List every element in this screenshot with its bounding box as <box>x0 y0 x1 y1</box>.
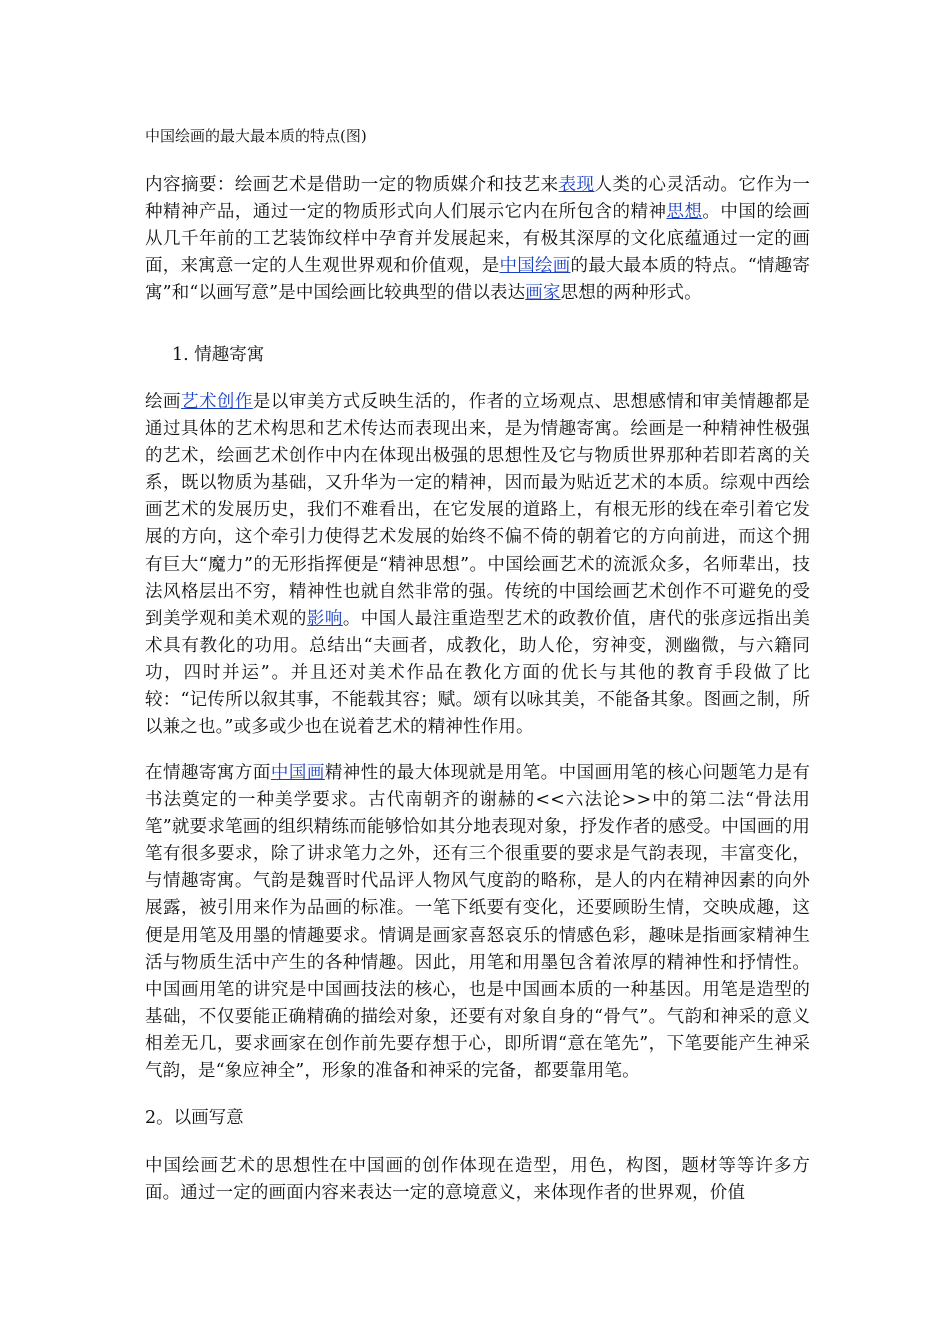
link-yishu-chuangzuo[interactable]: 艺术创作 <box>180 392 253 412</box>
p2-text-2: 精神性的最大体现就是用笔。中国画用笔的核心问题笔力是有书法奠定的一种美学要求。古代南朝齐的谢赫的<<六法论>>中的第二法“骨法用笔”就要求笔画的组织精练而能够恰如其分地表现对象，抒发作者的感受。中国画的用笔有很多要求，除了讲求笔力之外，还有三个很重要的要求是气韵表现，丰富变化，与情趣寄寓。气韵是魏晋时代品评人物风气度韵的略称，是人的内在精神因素的向外展露，被引用来作为品画的标准。一笔下纸要有变化，还要顾盼生情，交映成趣，这便是用笔及用墨的情趣要求。情调是画家喜怒哀乐的情感色彩，趣味是指画家精神生活与物质生活中产生的各种情趣。因此，用笔和用墨包含着浓厚的精神性和抒情性。中国画用笔的讲究是中国画技法的核心，也是中国画本质的一种基因。用笔是造型的基础，不仅要能正确精确的描绘对象，还要有对象自身的“骨气”。气韵和神采的意义相差无几，要求画家在创作前先要存想于心，即所谓“意在笔先”，下笔要能产生神采气韵，是“象应神全”，形象的准备和神采的完备，都要靠用笔。 <box>145 763 810 1082</box>
paragraph-1 <box>145 389 810 741</box>
abstract-paragraph <box>145 172 810 307</box>
p2-text-1: 在情趣寄寓方面 <box>145 763 271 783</box>
article-title: 中国绘画的最大最本质的特点(图) <box>145 127 367 145</box>
p1-text-3: 。中国人最注重造型艺术的政教价值，唐代的张彦远指出美术具有教化的功用。总结出“夫画者，成教化，助人伦，穷神变，测幽微，与六籍同功，四时并运”。并且还对美术作品在教化方面的优长与其他的教育手段做了比较：“记传所以叙其事，不能载其容；赋。颂有以咏其美，不能备其象。图画之制，所以兼之也。”或多或少也在说着艺术的精神性作用。 <box>145 608 810 738</box>
link-huajia[interactable]: 画家 <box>525 283 561 304</box>
section-heading-1: 1. 情趣寄寓 <box>172 345 265 365</box>
link-yingxiang[interactable]: 影响 <box>306 608 343 629</box>
section-heading-2: 2。以画写意 <box>145 1108 244 1128</box>
link-biaoxian[interactable]: 表现 <box>558 175 595 195</box>
abstract-text-2: 人类的心灵活动。它作为一种精神产品，通过一定的物质形式向人们展示它内在所包含的精神 <box>145 175 810 223</box>
abstract-text-5: 思想的两种形式。 <box>560 283 702 304</box>
abstract-text-3: 。中国的绘画从几千年前的工艺装饰纹样中孕育并发展起来，有极其深厚的文化底蕴通过一定的画面，来寓意一定的人生观世界观和价值观，是 <box>145 202 810 277</box>
abstract-text-1: 内容摘要：绘画艺术是借助一定的物质媒介和技艺来 <box>145 175 559 195</box>
link-zhongguohua[interactable]: 中国画 <box>270 763 325 783</box>
paragraph-3: 中国绘画艺术的思想性在中国画的创作体现在造型，用色，构图，题材等等许多方面。通过一定的画面内容来表达一定的意境意义，来体现作者的世界观，价值 <box>145 1156 810 1204</box>
paragraph-2 <box>145 760 810 1085</box>
abstract-text-4: 的最大最本质的特点。“情趣寄寓”和“以画写意”是中国绘画比较典型的借以表达 <box>145 256 811 304</box>
p1-text-2: 是以审美方式反映生活的，作者的立场观点、思想感情和审美情趣都是通过具体的艺术构思和艺术传达而表现出来，是为情趣寄寓。绘画是一种精神性极强的艺术，绘画艺术创作中内在体现出极强的思想性及它与物质世界那种若即若离的关系，既以物质为基础，又升华为一定的精神，因而最为贴近艺术的本质。综观中西绘画艺术的发展历史，我们不难看出，在它发展的道路上，有根无形的线在牵引着它发展的方向，这个牵引力使得艺术发展的始终不偏不倚的朝着它的方向前进，而这个拥有巨大“魔力”的无形指挥便是“精神思想”。中国绘画艺术的流派众多，名师辈出，技法风格层出不穷，精神性也就自然非常的强。传统的中国绘画艺术创作不可避免的受到美学观和美术观的 <box>145 392 810 629</box>
p1-text-1: 绘画 <box>145 392 181 412</box>
link-sixiang[interactable]: 思想 <box>666 202 703 223</box>
link-zhongguo-huihua[interactable]: 中国绘画 <box>499 256 571 277</box>
